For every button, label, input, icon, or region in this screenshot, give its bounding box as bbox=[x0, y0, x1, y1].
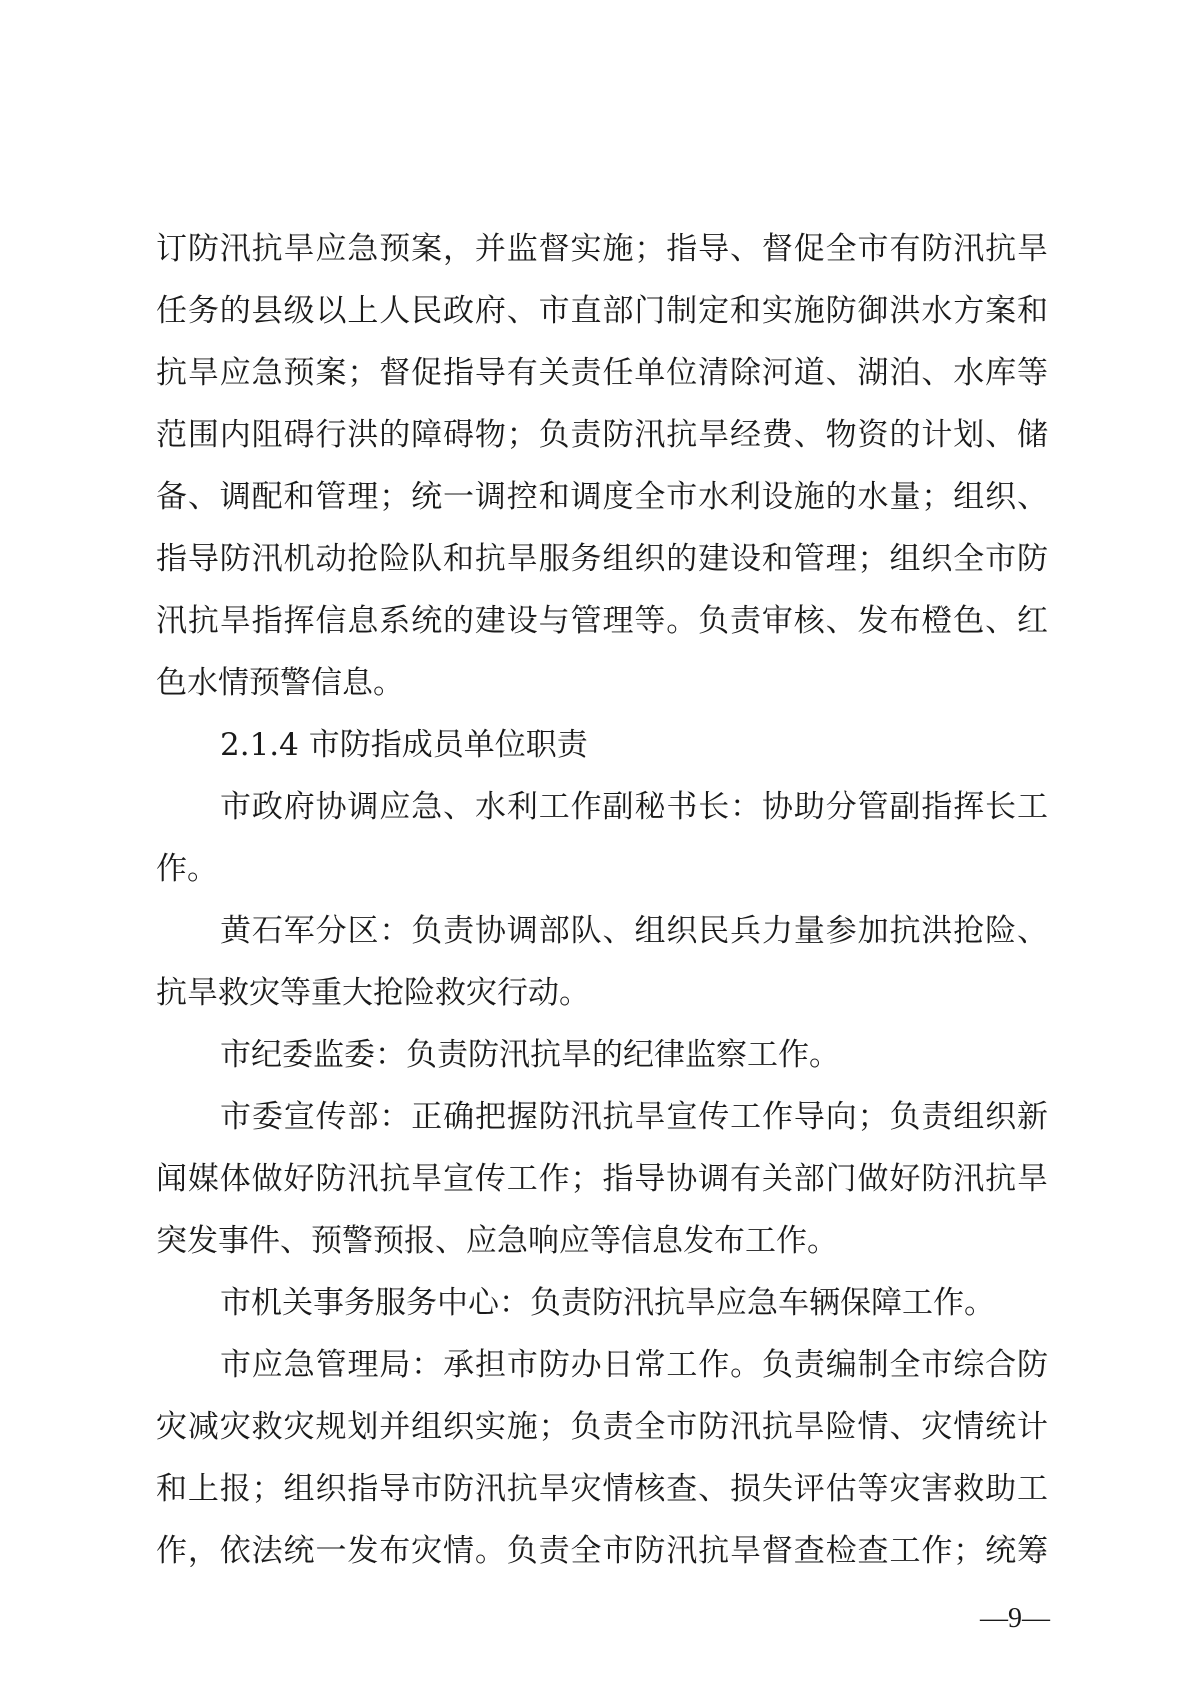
text-line: 市政府协调应急、水利工作副秘书长：协助分管副指挥长工 bbox=[220, 789, 1048, 825]
paragraph bbox=[156, 1272, 1048, 1334]
text-line: 市应急管理局：承担市防办日常工作。负责编制全市综合防 bbox=[220, 1347, 1048, 1383]
text-line: 闻媒体做好防汛抗旱宣传工作；指导协调有关部门做好防汛抗旱 bbox=[156, 1161, 1048, 1197]
section-heading bbox=[156, 714, 1048, 776]
text-line: 范围内阻碍行洪的障碍物；负责防汛抗旱经费、物资的计划、储 bbox=[156, 417, 1048, 453]
paragraph bbox=[156, 1024, 1048, 1086]
text-line: 和上报；组织指导市防汛抗旱灾情核查、损失评估等灾害救助工 bbox=[156, 1471, 1048, 1507]
paragraph bbox=[156, 1334, 1048, 1582]
page-number: —9— bbox=[980, 1603, 1050, 1634]
text-line: 灾减灾救灾规划并组织实施；负责全市防汛抗旱险情、灾情统计 bbox=[156, 1409, 1048, 1445]
text-line: 作，依法统一发布灾情。负责全市防汛抗旱督查检查工作；统筹 bbox=[156, 1533, 1048, 1569]
text-line: 抗旱救灾等重大抢险救灾行动。 bbox=[156, 975, 590, 1011]
text-line: 市纪委监委：负责防汛抗旱的纪律监察工作。 bbox=[220, 1037, 840, 1073]
text-line: 任务的县级以上人民政府、市直部门制定和实施防御洪水方案和 bbox=[156, 293, 1048, 329]
text-line: 备、调配和管理；统一调控和调度全市水利设施的水量；组织、 bbox=[156, 479, 1048, 515]
text-line: 市机关事务服务中心：负责防汛抗旱应急车辆保障工作。 bbox=[220, 1285, 995, 1321]
text-line: 指导防汛机动抢险队和抗旱服务组织的建设和管理；组织全市防 bbox=[156, 541, 1048, 577]
paragraph-continuation bbox=[156, 218, 1048, 714]
section-heading-text: 2.1.4 市防指成员单位职责 bbox=[220, 727, 588, 763]
text-line: 订防汛抗旱应急预案，并监督实施；指导、督促全市有防汛抗旱 bbox=[156, 231, 1048, 267]
text-line: 抗旱应急预案；督促指导有关责任单位清除河道、湖泊、水库等 bbox=[156, 355, 1048, 391]
text-line: 作。 bbox=[156, 851, 218, 887]
paragraph bbox=[156, 776, 1048, 900]
document-body bbox=[156, 218, 1048, 1582]
text-line: 色水情预警信息。 bbox=[156, 665, 404, 701]
paragraph bbox=[156, 900, 1048, 1024]
text-line: 黄石军分区：负责协调部队、组织民兵力量参加抗洪抢险、 bbox=[220, 913, 1048, 949]
text-line: 市委宣传部：正确把握防汛抗旱宣传工作导向；负责组织新 bbox=[220, 1099, 1048, 1135]
paragraph bbox=[156, 1086, 1048, 1272]
text-line: 汛抗旱指挥信息系统的建设与管理等。负责审核、发布橙色、红 bbox=[156, 603, 1048, 639]
text-line: 突发事件、预警预报、应急响应等信息发布工作。 bbox=[156, 1223, 838, 1259]
